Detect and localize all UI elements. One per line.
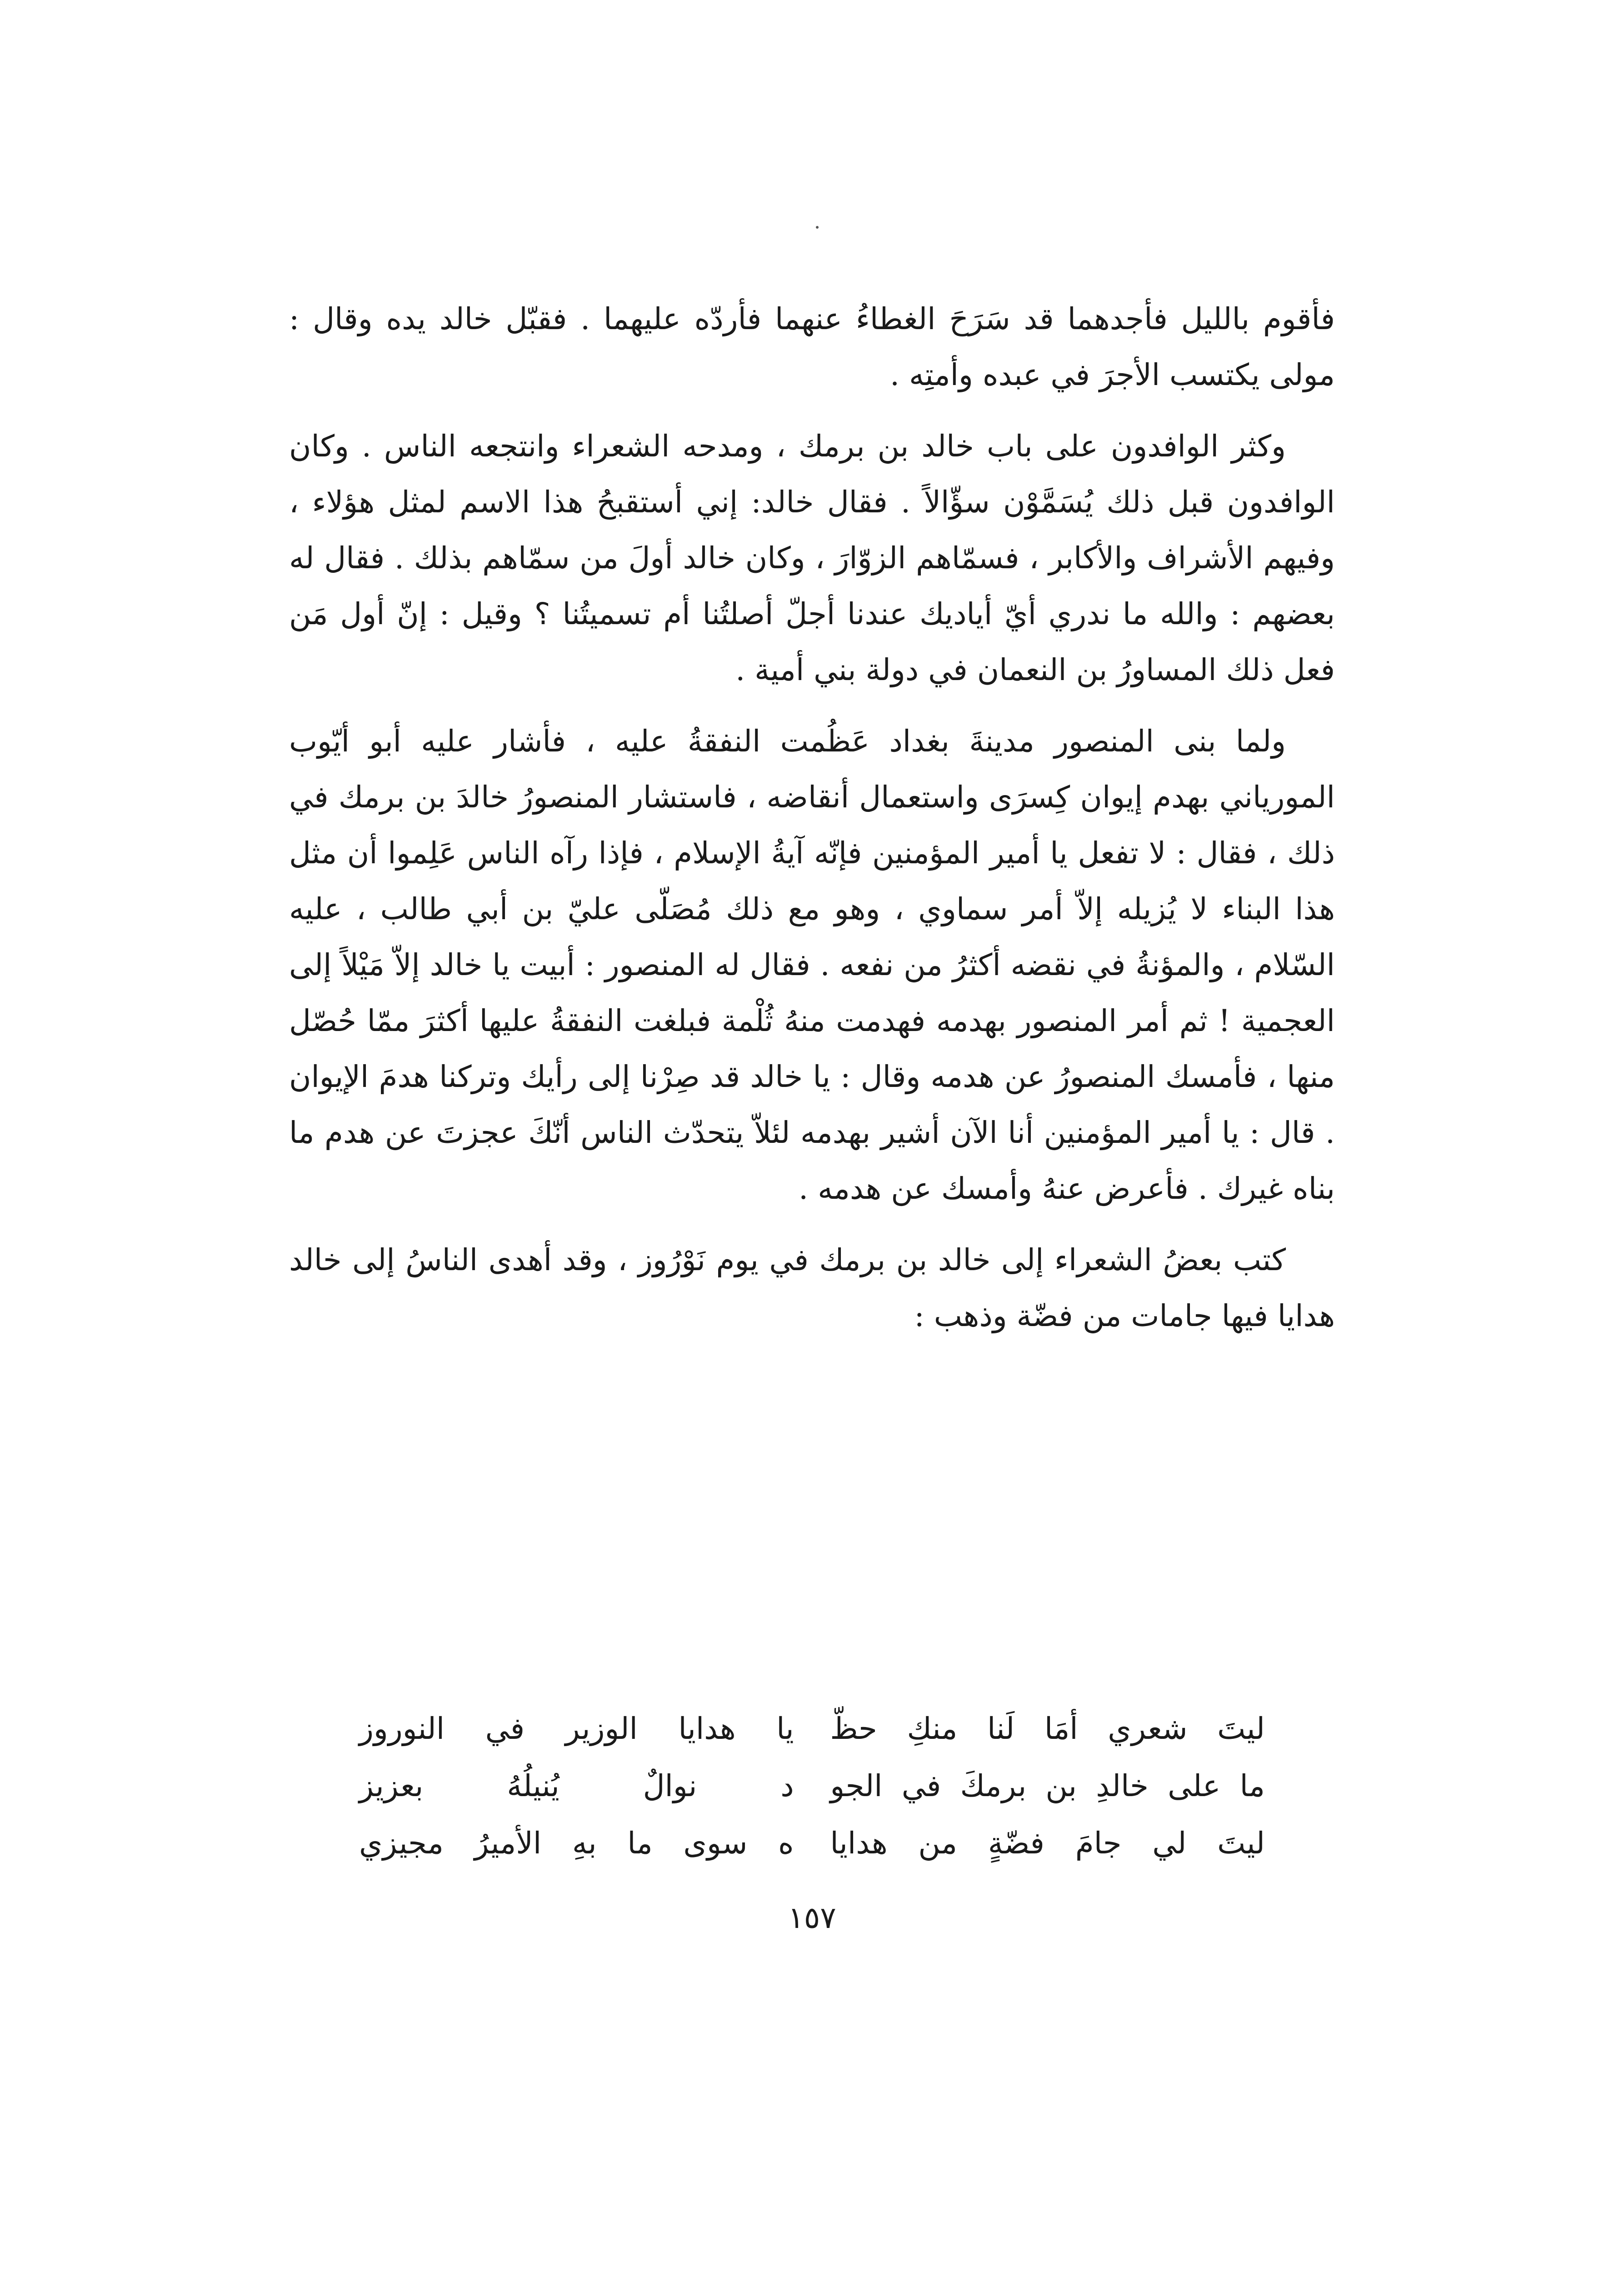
- verse-line: [359, 1700, 1265, 1757]
- verse-second-hemistich: يا هدايا الوزير في النوروز: [359, 1711, 794, 1746]
- verse-first-hemistich: ليتَ لي جامَ فضّةٍ من هدايا: [830, 1826, 1265, 1861]
- page-number: ١٥٧: [788, 1900, 836, 1935]
- paragraph-continuation: فأقوم بالليل فأجدهما قد سَرَحَ الغطاءُ عنهما فأردّه عليهما . فقبّل خالد يده وقال : مولى يكتسب الأجرَ في عبده وأمتِه .: [289, 301, 1335, 392]
- body-text: [289, 291, 1335, 1344]
- verse-line: [359, 1815, 1265, 1872]
- poem: [359, 1700, 1265, 1872]
- verse-second-hemistich: د نوالٌ يُنيلُهُ بعزيز: [359, 1768, 794, 1803]
- verse-first-hemistich: ما على خالدِ بن برمكَ في الجو: [830, 1768, 1265, 1803]
- verse-line: [359, 1757, 1265, 1815]
- paragraph-iwan-kisra: ولما بنى المنصور مدينةَ بغداد عَظُمت النفقةُ عليه ، فأشار عليه أبو أيّوب المورياني بهدم إيوان كِسرَى واستعمال أنقاضه ، فاستشار المنصورُ خالدَ بن برمك في ذلك ، فقال : لا تفعل يا أمير المؤمنين فإنّه آيةُ الإسلام ، فإذا رآه الناس عَلِموا أن مثل هذا البناء لا يُزيله إلاّ أمر سماوي ، وهو مع ذلك مُصَلّى عليّ بن أبي طالب ، عليه السّلام ، والمؤنةُ في نقضه أكثرُ من نفعه . فقال له المنصور : أبيت يا خالد إلاّ مَيْلاً إلى العجمية ! ثم أمر المنصور بهدمه فهدمت منهُ ثُلْمة فبلغت النفقةُ عليها أكثرَ ممّا حُصّل منها ، فأمسك المنصورُ عن هدمه وقال : يا خالد قد صِرْنا إلى رأيك وتركنا هدمَ الإيوان . قال : يا أمير المؤمنين أنا الآن أشير بهدمه لئلاّ يتحدّث الناس أنّكَ عجزتَ عن هدم ما بناه غيرك . فأعرض عنهُ وأمسك عن هدمه .: [289, 724, 1335, 1206]
- ink-speck: [816, 226, 819, 229]
- paragraph-nawruz: كتب بعضُ الشعراء إلى خالد بن برمك في يوم نَوْرُوز ، وقد أهدى الناسُ إلى خالد هدايا فيها جامات من فضّة وذهب :: [289, 1242, 1335, 1333]
- verse-first-hemistich: ليتَ شعري أمَا لَنا منكِ حظّ: [830, 1711, 1265, 1746]
- paragraph-zuwwar: وكثر الوافدون على باب خالد بن برمك ، ومدحه الشعراء وانتجعه الناس . وكان الوافدون قبل ذلك يُسَمَّوْن سؤّالاً . فقال خالد: إني أستقبحُ هذا الاسم لمثل هؤلاء ، وفيهم الأشراف والأكابر ، فسمّاهم الزوّارَ ، وكان خالد أولَ من سمّاهم بذلك . فقال له بعضهم : والله ما ندري أيّ أياديك عندنا أجلّ أصلتُنا أم تسميتُنا ؟ وقيل : إنّ أول مَن فعل ذلك المساورُ بن النعمان في دولة بني أمية .: [289, 429, 1335, 687]
- verse-second-hemistich: ه سوى ما بهِ الأميرُ مجيزي: [359, 1826, 794, 1861]
